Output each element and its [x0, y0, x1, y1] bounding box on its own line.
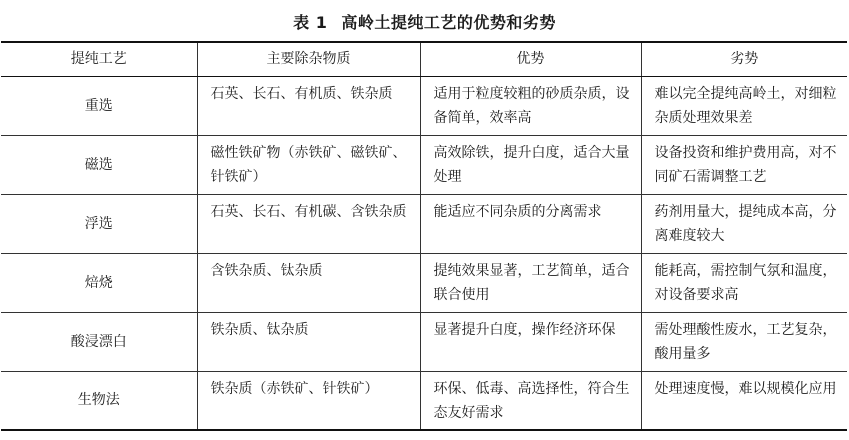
table-caption-title: 高岭土提纯工艺的优势和劣势: [341, 13, 556, 32]
table-row: [1, 371, 847, 430]
cell-impurities: 铁杂质（赤铁矿、针铁矿）: [197, 371, 420, 430]
table-caption: [0, 10, 849, 33]
cell-method: 生物法: [1, 371, 197, 430]
cell-impurities: 磁性铁矿物（赤铁矿、磁铁矿、针铁矿）: [197, 135, 420, 194]
cell-disadvantages: 处理速度慢，难以规模化应用: [641, 371, 847, 430]
header-disadvantages: 劣势: [641, 42, 847, 76]
cell-method: 浮选: [1, 194, 197, 253]
cell-advantages: 高效除铁，提升白度，适合大量处理: [420, 135, 641, 194]
cell-advantages: 提纯效果显著，工艺简单，适合联合使用: [420, 253, 641, 312]
table-row: [1, 253, 847, 312]
header-advantages: 优势: [420, 42, 641, 76]
table-row: [1, 312, 847, 371]
header-impurities: 主要除杂物质: [197, 42, 420, 76]
cell-method: 重选: [1, 76, 197, 135]
cell-method: 磁选: [1, 135, 197, 194]
table-row: [1, 135, 847, 194]
cell-disadvantages: 设备投资和维护费用高，对不同矿石需调整工艺: [641, 135, 847, 194]
table-row: [1, 194, 847, 253]
cell-advantages: 适用于粒度较粗的砂质杂质，设备简单，效率高: [420, 76, 641, 135]
cell-method: 酸浸漂白: [1, 312, 197, 371]
cell-impurities: 石英、长石、有机质、铁杂质: [197, 76, 420, 135]
cell-disadvantages: 药剂用量大，提纯成本高，分离难度较大: [641, 194, 847, 253]
cell-disadvantages: 难以完全提纯高岭土，对细粒杂质处理效果差: [641, 76, 847, 135]
cell-method: 焙烧: [1, 253, 197, 312]
cell-advantages: 环保、低毒、高选择性，符合生态友好需求: [420, 371, 641, 430]
cell-impurities: 石英、长石、有机碳、含铁杂质: [197, 194, 420, 253]
cell-advantages: 能适应不同杂质的分离需求: [420, 194, 641, 253]
header-method: 提纯工艺: [1, 42, 197, 76]
cell-disadvantages: 需处理酸性废水，工艺复杂，酸用量多: [641, 312, 847, 371]
cell-disadvantages: 能耗高，需控制气氛和温度，对设备要求高: [641, 253, 847, 312]
cell-impurities: 含铁杂质、钛杂质: [197, 253, 420, 312]
table-caption-number: 表 1: [293, 13, 328, 32]
table-row: [1, 76, 847, 135]
cell-advantages: 显著提升白度，操作经济环保: [420, 312, 641, 371]
purification-comparison-table: [1, 41, 847, 431]
table-header-row: [1, 42, 847, 76]
cell-impurities: 铁杂质、钛杂质: [197, 312, 420, 371]
